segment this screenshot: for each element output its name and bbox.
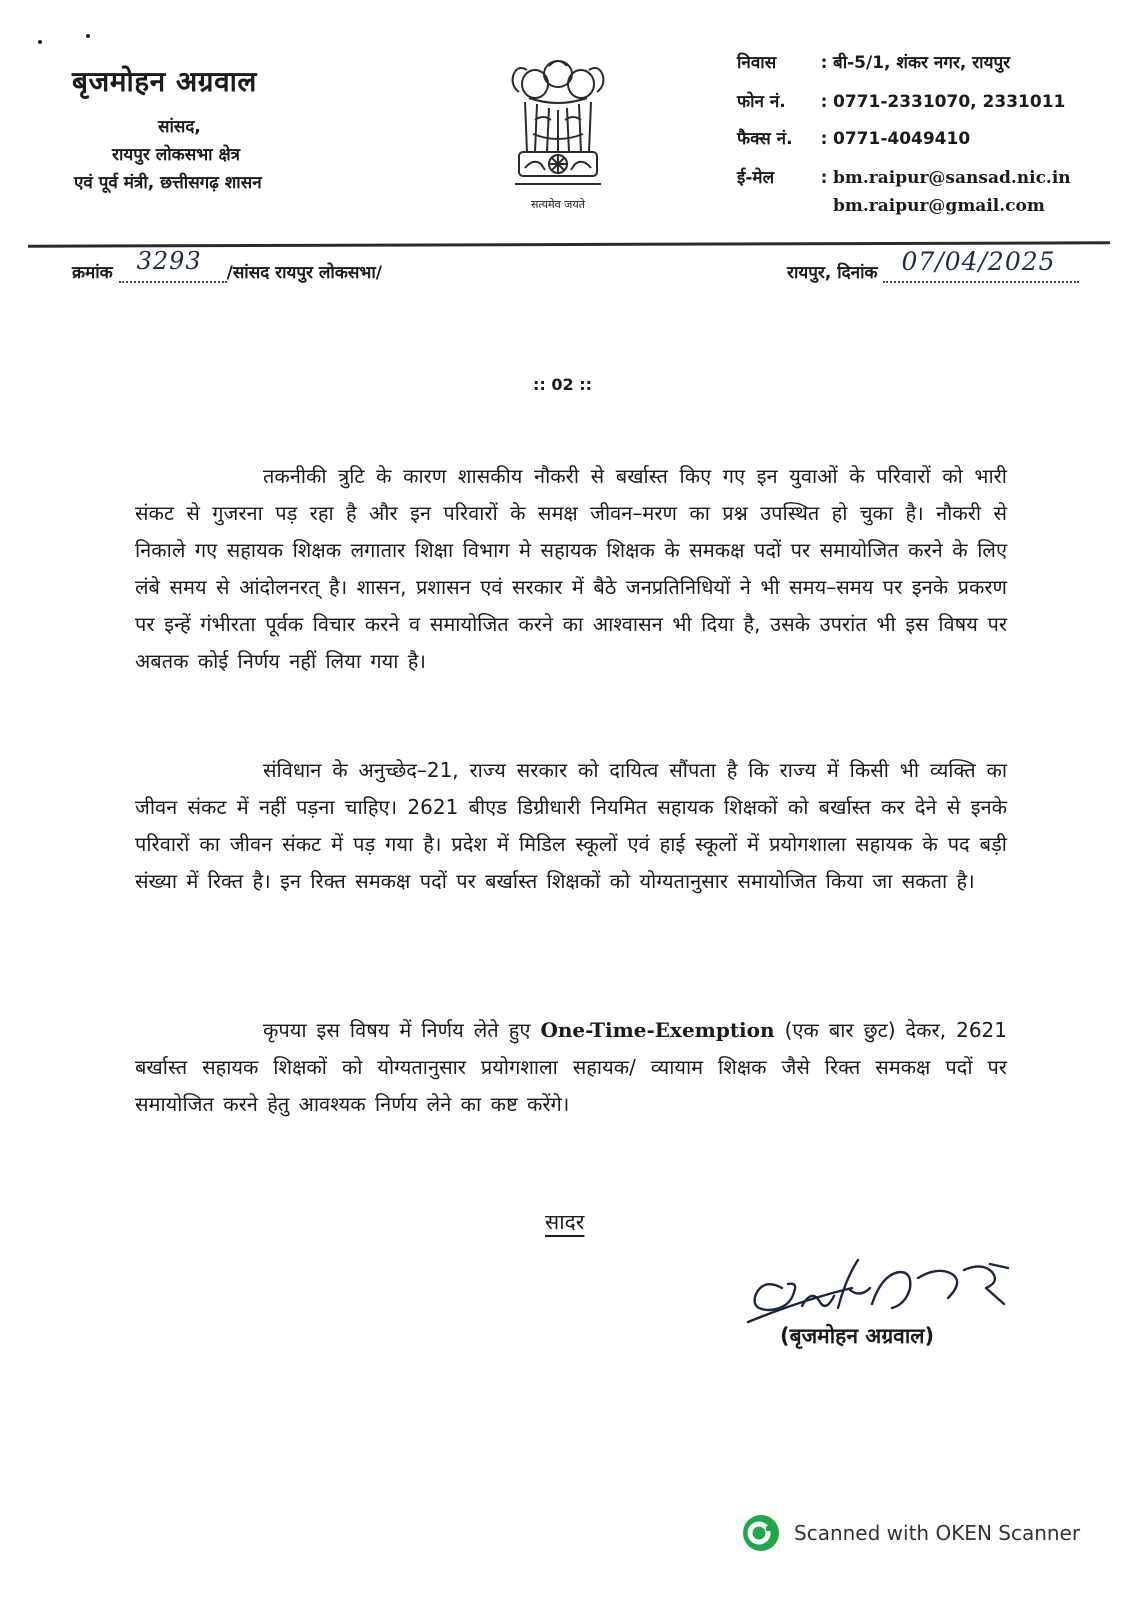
contact-phone: फोन नं. : 0771-2331070, 2331011 [737, 89, 1065, 112]
paragraph-3-start: कृपया इस विषय में निर्णय लेते हुए [263, 1018, 541, 1042]
email-value-2: bm.raipur@gmail.com [833, 196, 1045, 216]
scan-speck [86, 34, 90, 38]
body-paragraph-2: संविधान के अनुच्छेद–21, राज्य सरकार को दायित्व सौंपता है कि राज्य में किसी भी व्यक्ति का जीवन संकट में नहीं पड़ना चाहिए। 2621 बीएड डिग्रीधारी नियमित सहायक शिक्षकों को बर्खास्त कर देने से इनके परिवारों का जीवन संकट में पड़ गया है। प्रदेश में मिडिल स्कूलों एवं हाई स्कूलों में प्रयोगशाला सहायक के पद बड़ी संख्या में रिक्त है। इन रिक्त समकक्ष पदों पर बर्खास्त शिक्षकों को योग्यतानुसार समायोजित किया जा सकता है। [135, 758, 1007, 893]
email-value-1: bm.raipur@sansad.nic.in [833, 168, 1071, 188]
paragraph-3-end: (एक बार छुट) देकर, 2621 बर्खास्त सहायक शिक्षकों को योग्यतानुसार प्रयोगशाला सहायक/ व्यायाम शिक्षक जैसे रिक्त समकक्ष पदों पर समायोजित करने हेतु आवश्यक निर्णय लेने का कष्ट करेंगे। [135, 1018, 1008, 1116]
contact-residence: निवास : बी-5/1, शंकर नगर, रायपुर [737, 50, 1010, 73]
emblem-motto: सत्यमेव जयते [530, 198, 585, 211]
salutation: सादर [545, 1210, 585, 1234]
fax-value: 0771-4049410 [833, 129, 971, 149]
residence-label: निवास [737, 53, 777, 73]
contact-email: ई-मेल : bm.raipur@sansad.nic.in [737, 165, 1071, 188]
scanner-text: Scanned with OKEN Scanner [794, 1521, 1081, 1545]
scanner-watermark [742, 1514, 1080, 1552]
reference-suffix: /सांसद रायपुर लोकसभा/ [226, 263, 382, 283]
reference-number: 3293 [136, 247, 202, 275]
contact-fax: फैक्स नं. : 0771-4049410 [737, 126, 970, 149]
letterhead-designation: सांसद, [158, 117, 201, 137]
scan-speck [38, 40, 42, 44]
fax-label: फैक्स नं. [737, 129, 793, 149]
residence-value: बी-5/1, शंकर नगर, रायपुर [833, 53, 1011, 73]
body-paragraph-3 [135, 1012, 1007, 1123]
date-line [787, 247, 1079, 283]
phone-value: 0771-2331070, 2331011 [833, 92, 1066, 112]
oken-scanner-logo-icon [742, 1514, 780, 1552]
reference-line [72, 247, 382, 283]
phone-label: फोन नं. [737, 92, 786, 112]
date-label: रायपुर, दिनांक [787, 263, 878, 283]
letterhead-constituency: रायपुर लोकसभा क्षेत्र [112, 145, 241, 165]
email-label: ई-मेल [737, 168, 775, 188]
signer-name: (बृजमोहन अग्रवाल) [780, 1324, 935, 1348]
letterhead-name: बृजमोहन अग्रवाल [72, 65, 257, 98]
body-paragraph-1: तकनीकी त्रुटि के कारण शासकीय नौकरी से बर्खास्त किए गए इन युवाओं के परिवारों को भारी संकट से गुजरना पड़ रहा है और इन परिवारों के समक्ष जीवन–मरण का प्रश्न उपस्थित हो चुका है। नौकरी से निकाले गए सहायक शिक्षक लगातार शिक्षा विभाग मे सहायक शिक्षक के समकक्ष पदों पर समायोजित करने के लिए लंबे समय से आंदोलनरत् है। शासन, प्रशासन एवं सरकार में बैठे जनप्रतिनिधियों ने भी समय–समय पर इनके प्रकरण पर इन्हें गंभीरता पूर्वक विचार करने व समायोजित करने का आश्वासन भी दिया है, उसके उपरांत भी इस विषय पर अबतक कोई निर्णय नहीं लिया गया है। [135, 464, 1007, 673]
letterhead-former-post: एवं पूर्व मंत्री, छत्तीसगढ़ शासन [74, 173, 262, 193]
exemption-term: One-Time-Exemption [540, 1018, 775, 1042]
reference-label: क्रमांक [72, 263, 113, 283]
national-emblem-icon [505, 52, 611, 202]
date-value: 07/04/2025 [901, 247, 1056, 276]
page-number: :: 02 :: [533, 375, 592, 394]
